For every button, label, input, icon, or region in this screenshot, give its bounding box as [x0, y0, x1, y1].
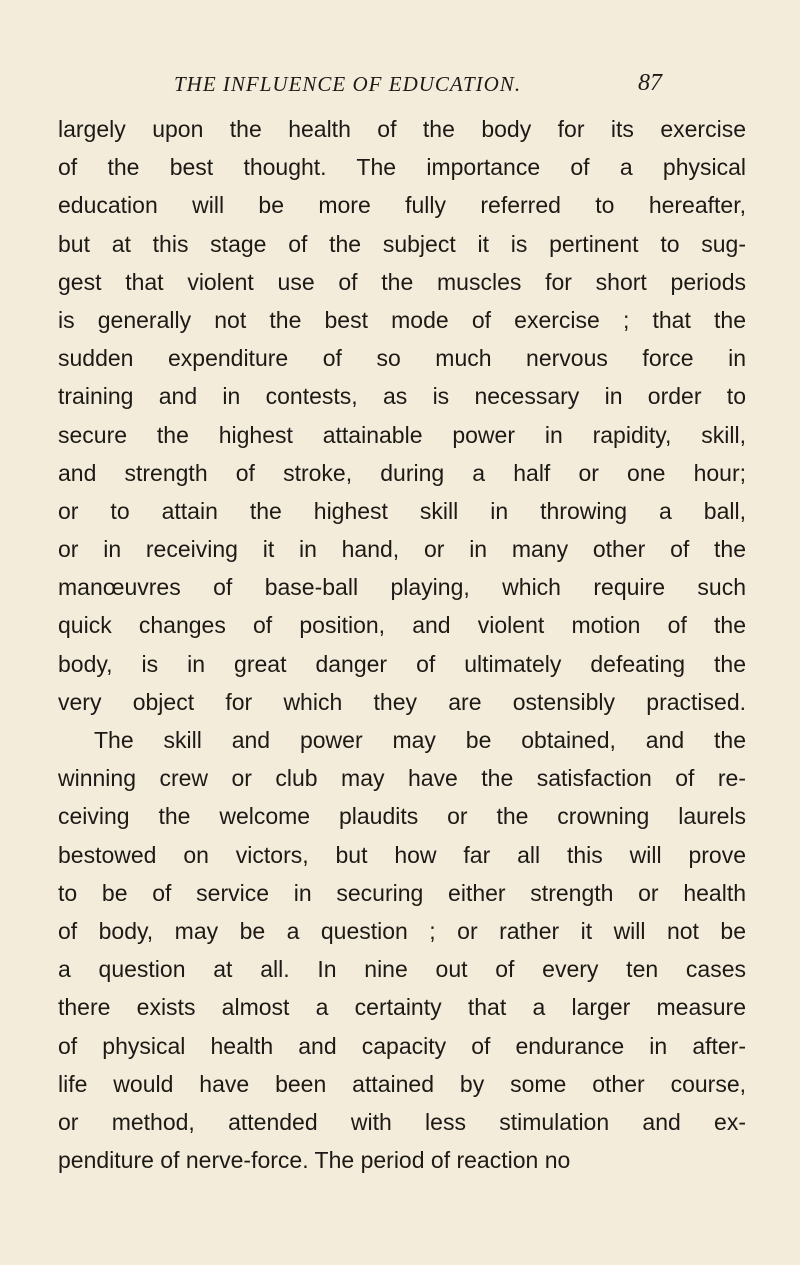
text-line: of body, may be a question ; or rather it will not be: [58, 917, 746, 944]
body-text: [58, 110, 746, 1179]
page-number: 87: [638, 70, 662, 96]
text-line: ceiving the welcome plaudits or the crowning laurels: [58, 803, 746, 830]
text-line: a question at all. In nine out of every ten cases: [58, 956, 746, 983]
text-line: education will be more fully referred to hereafter,: [58, 192, 746, 219]
text-line: there exists almost a certainty that a larger measure: [58, 994, 746, 1021]
text-line: to be of service in securing either strength or health: [58, 879, 746, 906]
text-line: The skill and power may be obtained, and the: [94, 727, 746, 753]
text-line: of physical health and capacity of endurance in after-: [58, 1032, 746, 1059]
text-line: quick changes of position, and violent motion of the: [58, 612, 746, 639]
text-line: and strength of stroke, during a half or one hour;: [58, 459, 746, 486]
text-line: gest that violent use of the muscles for short periods: [58, 268, 746, 295]
text-line: winning crew or club may have the satisfaction of re-: [58, 765, 746, 792]
text-line: sudden expenditure of so much nervous force in: [58, 345, 746, 372]
text-line: of the best thought. The importance of a physical: [58, 154, 746, 181]
text-line: life would have been attained by some other course,: [58, 1070, 746, 1097]
text-line: body, is in great danger of ultimately defeating the: [58, 650, 746, 677]
text-line: or to attain the highest skill in throwing a ball,: [58, 497, 746, 524]
running-head-title: THE INFLUENCE OF EDUCATION.: [174, 72, 522, 96]
text-line: manœuvres of base-ball playing, which require such: [58, 574, 746, 601]
text-line: or method, attended with less stimulation and ex-: [58, 1108, 746, 1135]
text-line: is generally not the best mode of exercise ; that the: [58, 306, 746, 333]
text-line: training and in contests, as is necessary in order to: [58, 383, 746, 410]
text-line: but at this stage of the subject it is pertinent to sug-: [58, 230, 746, 257]
text-line: or in receiving it in hand, or in many other of the: [58, 536, 746, 563]
text-line: very object for which they are ostensibly practised.: [58, 688, 746, 715]
text-line: largely upon the health of the body for its exercise: [58, 116, 746, 142]
text-line: penditure of nerve-force. The period of reaction no: [58, 1147, 571, 1174]
text-line: bestowed on victors, but how far all this will prove: [58, 841, 746, 868]
text-line: secure the highest attainable power in rapidity, skill,: [58, 421, 746, 448]
